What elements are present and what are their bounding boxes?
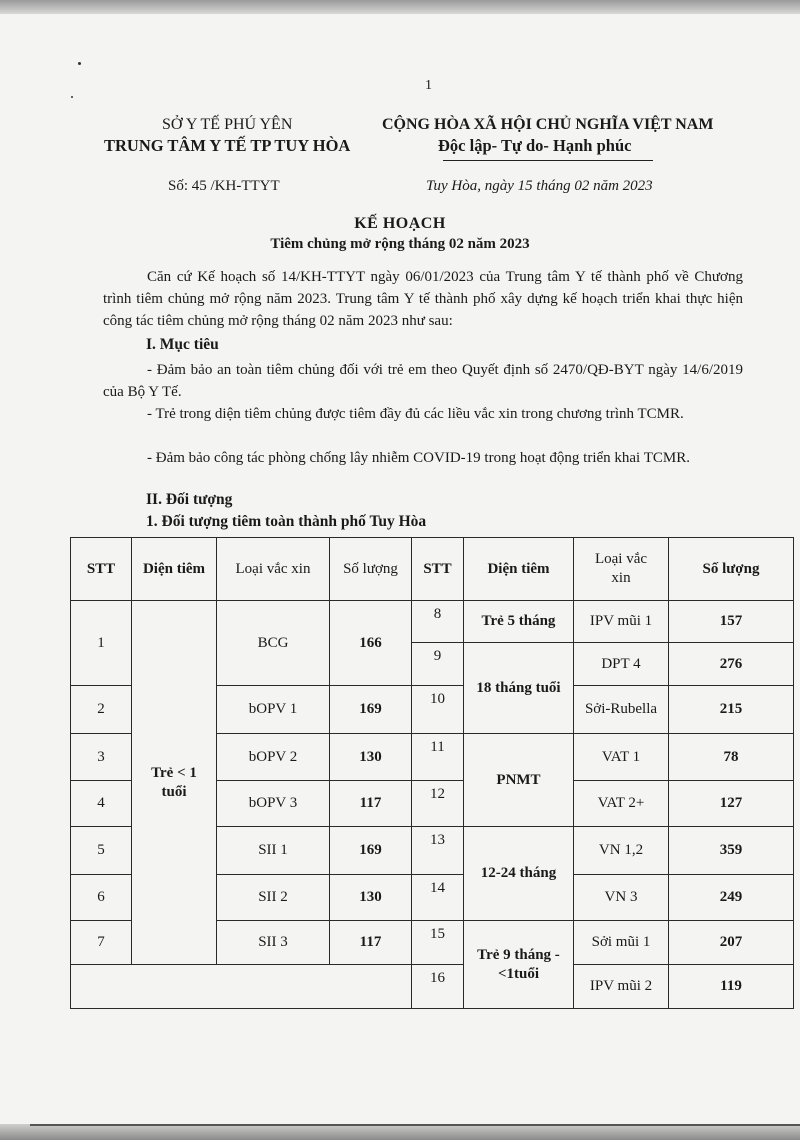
- target-group-cell: PNMT: [464, 734, 574, 827]
- quantity-cell: 130: [330, 734, 412, 781]
- vaccine-cell: SII 1: [217, 827, 330, 875]
- vaccination-table: [70, 537, 794, 1009]
- vaccine-cell: bOPV 3: [217, 781, 330, 827]
- quantity-cell: 117: [330, 781, 412, 827]
- agency-parent: SỞ Y TẾ PHÚ YÊN: [162, 116, 293, 133]
- section-heading-objectives: I. Mục tiêu: [146, 336, 219, 353]
- scan-edge-top: [0, 0, 800, 14]
- stt-cell: 8: [412, 601, 464, 643]
- stt-cell: 10: [412, 686, 464, 734]
- subsection-heading: 1. Đối tượng tiêm toàn thành phố Tuy Hòa: [146, 513, 427, 530]
- table-row: [71, 601, 794, 643]
- national-motto: Độc lập- Tự do- Hạnh phúc: [438, 136, 632, 155]
- quantity-cell: 207: [669, 921, 794, 965]
- vaccine-cell: IPV mũi 1: [574, 601, 669, 643]
- vaccine-cell: SII 3: [217, 921, 330, 965]
- column-header: Loại vắc xin: [574, 538, 669, 601]
- column-header: STT: [412, 538, 464, 601]
- vaccine-cell: bOPV 2: [217, 734, 330, 781]
- agency-name: TRUNG TÂM Y TẾ TP TUY HÒA: [104, 136, 351, 155]
- stt-cell: 12: [412, 781, 464, 827]
- stt-cell: 13: [412, 827, 464, 875]
- quantity-cell: 276: [669, 643, 794, 686]
- stt-cell: 3: [71, 734, 132, 781]
- column-header: STT: [71, 538, 132, 601]
- stt-cell: 1: [71, 601, 132, 686]
- scan-speck: [78, 62, 81, 65]
- vaccine-cell: VN 1,2: [574, 827, 669, 875]
- vaccine-cell: bOPV 1: [217, 686, 330, 734]
- scan-edge-bottom: [0, 1124, 800, 1140]
- objective-item: - Trẻ trong diện tiêm chủng được tiêm đầy đủ các liều vắc xin trong chương trình TCMR.: [147, 406, 684, 422]
- stt-cell: 15: [412, 921, 464, 965]
- vaccine-cell: VAT 1: [574, 734, 669, 781]
- quantity-cell: 169: [330, 686, 412, 734]
- quantity-cell: 215: [669, 686, 794, 734]
- stt-cell: 14: [412, 875, 464, 921]
- quantity-cell: 119: [669, 965, 794, 1009]
- scan-edge-line: [30, 1124, 800, 1126]
- stt-cell: 5: [71, 827, 132, 875]
- stt-cell: 7: [71, 921, 132, 965]
- quantity-cell: 78: [669, 734, 794, 781]
- national-title: CỘNG HÒA XÃ HỘI CHỦ NGHĨA VIỆT NAM: [382, 116, 714, 133]
- target-group-cell: Trẻ < 1 tuổi: [132, 601, 217, 965]
- vaccine-cell: VAT 2+: [574, 781, 669, 827]
- target-group-cell: 12-24 tháng: [464, 827, 574, 921]
- section-heading-targets: II. Đối tượng: [146, 491, 233, 508]
- vaccine-cell: SII 2: [217, 875, 330, 921]
- table-header-row: [71, 538, 794, 601]
- document-number: Số: 45 /KH-TTYT: [168, 178, 280, 194]
- column-header: Số lượng: [669, 538, 794, 601]
- stt-cell: 11: [412, 734, 464, 781]
- quantity-cell: 157: [669, 601, 794, 643]
- quantity-cell: 359: [669, 827, 794, 875]
- quantity-cell: 169: [330, 827, 412, 875]
- intro-paragraph: Căn cứ Kế hoạch số 14/KH-TTYT ngày 06/01/2023 của Trung tâm Y tế thành phố về Chương trình tiêm chủng mở rộng năm 2023. Trung tâm Y tế thành phố xây dựng kế hoạch triển khai thực hiện công tác tiêm chủng mở rộng tháng 02 năm 2023 như sau:: [103, 269, 743, 329]
- stt-cell: 4: [71, 781, 132, 827]
- quantity-cell: 130: [330, 875, 412, 921]
- page-number: 1: [425, 78, 432, 93]
- empty-cell: [71, 965, 412, 1009]
- target-group-cell: Trẻ 9 tháng - <1tuổi: [464, 921, 574, 1009]
- quantity-cell: 127: [669, 781, 794, 827]
- scan-speck: [71, 96, 73, 98]
- quantity-cell: 117: [330, 921, 412, 965]
- table-row: [71, 965, 794, 1009]
- document-date: Tuy Hòa, ngày 15 tháng 02 năm 2023: [426, 178, 653, 194]
- column-header: Loại vắc xin: [217, 538, 330, 601]
- stt-cell: 16: [412, 965, 464, 1009]
- objective-item: - Đảm bảo an toàn tiêm chủng đối với trẻ em theo Quyết định số 2470/QĐ-BYT ngày 14/6/2019 của Bộ Y Tế.: [103, 362, 743, 400]
- column-header: Diện tiêm: [464, 538, 574, 601]
- vaccine-cell: IPV mũi 2: [574, 965, 669, 1009]
- column-header: Diện tiêm: [132, 538, 217, 601]
- document-subtitle: Tiêm chủng mở rộng tháng 02 năm 2023: [270, 236, 530, 252]
- vaccine-cell: Sởi mũi 1: [574, 921, 669, 965]
- vaccine-cell: VN 3: [574, 875, 669, 921]
- stt-cell: 9: [412, 643, 464, 686]
- document-title: KẾ HOẠCH: [354, 215, 446, 232]
- stt-cell: 6: [71, 875, 132, 921]
- vaccine-cell: Sởi-Rubella: [574, 686, 669, 734]
- objective-item: - Đảm bảo công tác phòng chống lây nhiễm COVID-19 trong hoạt động triển khai TCMR.: [147, 450, 690, 466]
- quantity-cell: 249: [669, 875, 794, 921]
- vaccine-cell: DPT 4: [574, 643, 669, 686]
- column-header: Số lượng: [330, 538, 412, 601]
- motto-underline: [443, 160, 653, 161]
- stt-cell: 2: [71, 686, 132, 734]
- target-group-cell: 18 tháng tuổi: [464, 643, 574, 734]
- vaccine-cell: BCG: [217, 601, 330, 686]
- quantity-cell: 166: [330, 601, 412, 686]
- target-group-cell: Trẻ 5 tháng: [464, 601, 574, 643]
